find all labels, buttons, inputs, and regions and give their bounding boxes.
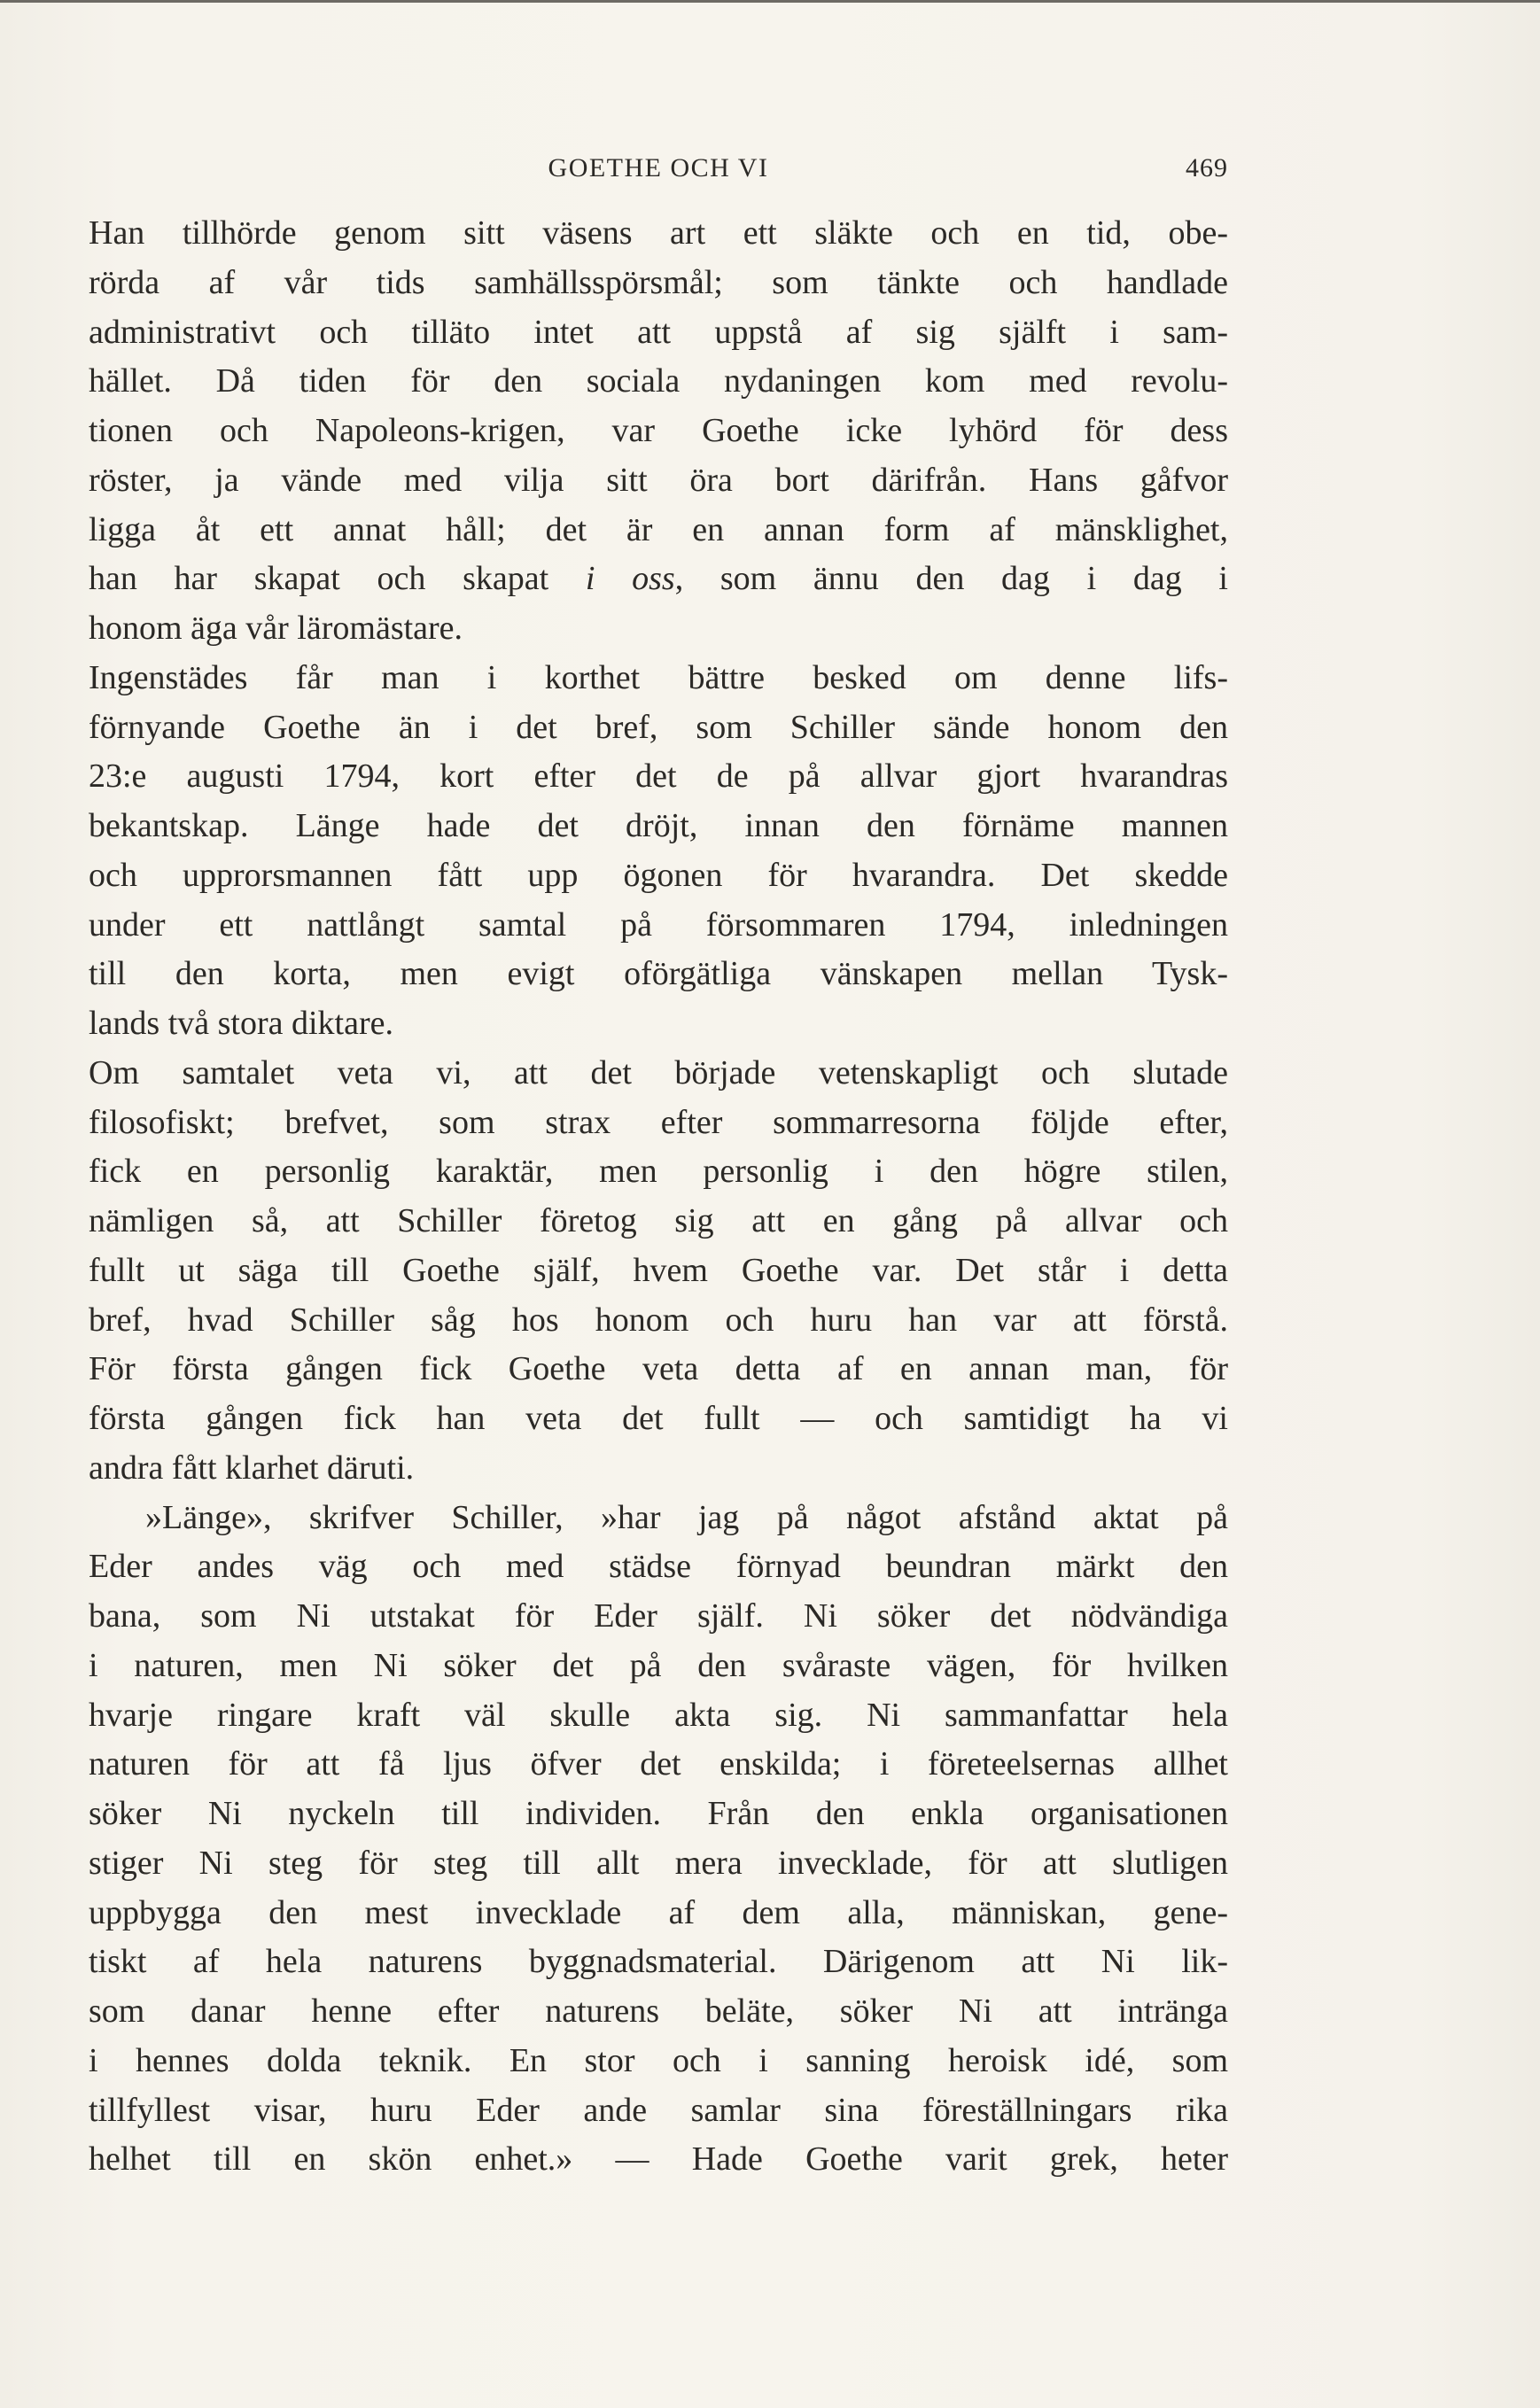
text-line: förnyande Goethe än i det bref, som Schiller sände honom den [89,708,1228,746]
text-line: i naturen, men Ni söker det på den svåraste vägen, för hvilken [89,1646,1228,1684]
text-line: bekantskap. Länge hade det dröjt, innan den förnäme mannen [89,807,1228,844]
text-line: Om samtalet veta vi, att det började vetenskapligt och slutade [89,1053,1228,1091]
paragraph-4-quotation [89,1494,1228,2186]
text-line: tillfyllest visar, huru Eder ande samlar sina föreställningars rika [89,2091,1228,2129]
text-line: han har skapat och skapat i oss, som ännu den dag i dag i [89,560,1228,598]
text-line: fick en personlig karaktär, men personlig i den högre stilen, [89,1153,1228,1191]
running-title: GOETHE OCH VI [548,153,769,183]
text-line: första gången fick han veta det fullt — och samtidigt ha vi [89,1400,1228,1437]
text-line: Han tillhörde genom sitt väsens art ett släkte och en tid, obe- [89,214,1228,252]
text-line: i hennes dolda teknik. En stor och i sanning heroisk idé, som [89,2041,1228,2079]
text-line: till den korta, men evigt oförgätliga vänskapen mellan Tysk- [89,955,1228,993]
body-text [89,209,1228,2185]
text-line: nämligen så, att Schiller företog sig att en gång på allvar och [89,1202,1228,1239]
text-line: För första gången fick Goethe veta detta af en annan man, för [89,1350,1228,1388]
text-line: tionen och Napoleons-krigen, var Goethe icke lyhörd för dess [89,412,1228,449]
text-line: andra fått klarhet däruti. [89,1449,415,1487]
text-line: »Länge», skrifver Schiller, »har jag på något afstånd aktat på [145,1498,1228,1536]
text-line: filosofiskt; brefvet, som strax efter sommarresorna följde efter, [89,1103,1228,1141]
text-line: naturen för att få ljus öfver det enskilda; i företeelsernas allhet [89,1745,1228,1783]
text-line: administrativt och tilläto intet att uppstå af sig själft i sam- [89,313,1228,351]
text-line: rörda af vår tids samhällsspörsmål; som tänkte och handlade [89,263,1228,301]
text-line: hvarje ringare kraft väl skulle akta sig. Ni sammanfattar hela [89,1696,1228,1734]
text-line: lands två stora diktare. [89,1005,394,1042]
text-line: hället. Då tiden för den sociala nydaningen kom med revolu- [89,362,1228,400]
text-line: bana, som Ni utstakat för Eder själf. Ni söker det nödvändiga [89,1597,1228,1635]
text-line: Ingenstädes får man i korthet bättre besked om denne lifs- [89,658,1228,696]
text-line: bref, hvad Schiller såg hos honom och huru han var att förstå. [89,1301,1228,1339]
text-line: honom äga vår läromästare. [89,610,463,647]
paragraph-2 [89,654,1228,1049]
text-line: röster, ja vände med vilja sitt öra bort därifrån. Hans gåfvor [89,461,1228,499]
text-line: uppbygga den mest invecklade af dem alla, människan, gene- [89,1893,1228,1931]
emphasis-text: i oss [585,560,675,598]
page-header [89,149,1228,188]
text-line: stiger Ni steg för steg till allt mera invecklade, för att slutligen [89,1844,1228,1882]
text-line: 23:e augusti 1794, kort efter det de på allvar gjort hvarandras [89,757,1228,796]
text-line: ligga åt ett annat håll; det är en annan form af mänsklighet, [89,510,1228,548]
top-edge-rule [0,0,1540,3]
text-line: helhet till en skön enhet.» — Hade Goethe varit grek, heter [89,2140,1228,2179]
text-line: söker Ni nyckeln till individen. Från den enkla organisationen [89,1795,1228,1832]
text-line: under ett nattlångt samtal på försommaren 1794, inledningen [89,905,1228,944]
page-number: 469 [1186,153,1228,183]
text-line: och upprorsmannen fått upp ögonen för hvarandra. Det skedde [89,856,1228,894]
text-line: Eder andes väg och med städse förnyad beundran märkt den [89,1548,1228,1586]
text-line: fullt ut säga till Goethe själf, hvem Goethe var. Det står i detta [89,1251,1228,1289]
text-line: tiskt af hela naturens byggnadsmaterial. Därigenom att Ni lik- [89,1943,1228,1981]
text-line: som danar henne efter naturens beläte, söker Ni att intränga [89,1992,1228,2030]
paragraph-1 [89,209,1228,654]
paragraph-3 [89,1049,1228,1494]
